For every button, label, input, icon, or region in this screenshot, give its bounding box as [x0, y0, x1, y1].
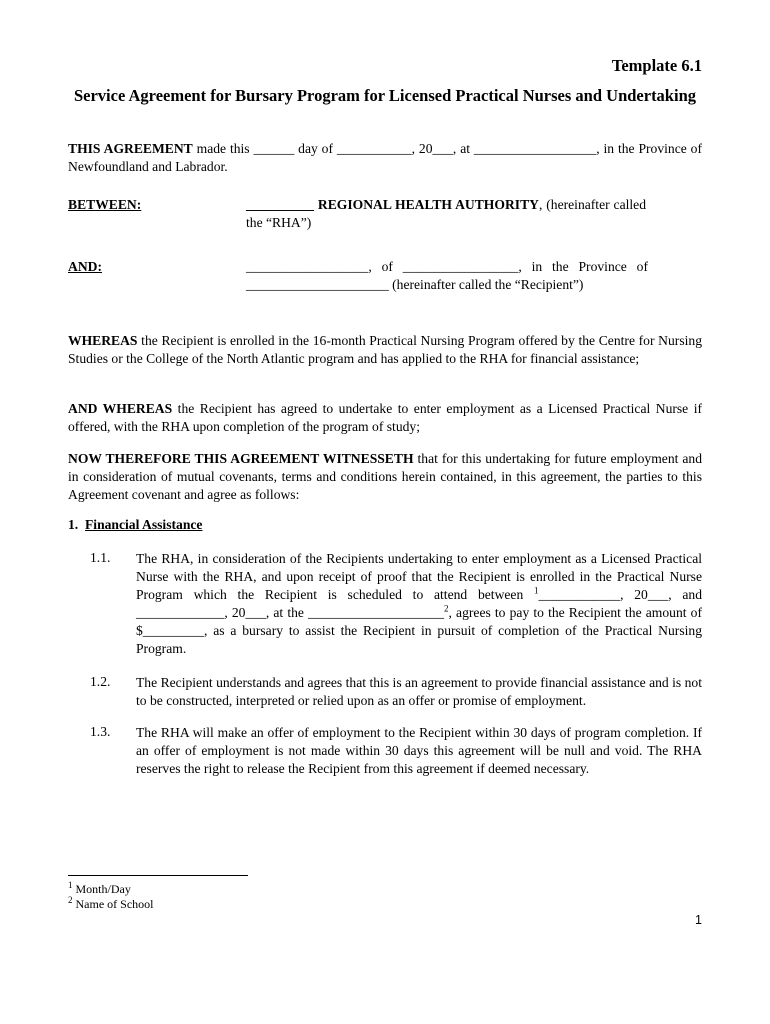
between-party [246, 196, 646, 232]
intro-text: made this ______ day of ___________, 20___, at __________________, in the Province of Newfoundland and Labrador. [68, 141, 702, 174]
clause-1-1-part-b: ____________, 20___, and _____________, 20___, at the ____________________ [136, 587, 702, 620]
witnesseth-paragraph [68, 450, 702, 504]
intro-lead: THIS AGREEMENT [68, 141, 193, 156]
section-1-title: Financial Assistance [85, 517, 203, 532]
whereas-paragraph-1 [68, 332, 702, 368]
section-1-number: 1. [68, 517, 79, 532]
witnesseth-text: that for this undertaking for future employment and in consideration of mutual covenants, terms and conditions herein contained, in this agreement, the parties to this Agreement covenant and agree as follows: [68, 451, 702, 502]
whereas-2-lead: AND WHEREAS [68, 401, 173, 416]
between-party-name: REGIONAL HEALTH AUTHORITY [317, 197, 539, 212]
clause-1-2-number: 1.2. [90, 674, 111, 689]
clause-1-1-text [136, 550, 702, 658]
footnote-2-mark: 2 [68, 895, 73, 905]
between-blank: __________ [246, 197, 318, 212]
footnote-ref-2: 2 [444, 603, 449, 614]
clause-1-1-part-c: , agrees to pay to the Recipient the amount of $_________, as a bursary to assist the Recipient in pursuit of completion of the Practical Nursing Program. [136, 605, 702, 656]
footnote-2-text: Name of School [72, 897, 154, 911]
whereas-1-lead: WHEREAS [68, 333, 138, 348]
clause-1-3-number: 1.3. [90, 724, 111, 739]
whereas-1-text: the Recipient is enrolled in the 16-month Practical Nursing Program offered by the Centre for Nursing Studies or the College of the North Atlantic program and has applied to the RHA for financial assistance; [68, 333, 702, 366]
intro-paragraph [68, 140, 702, 176]
page-number: 1 [695, 913, 702, 927]
clause-1-1-part-a: The RHA, in consideration of the Recipients undertaking to enter employment as a Licensed Practical Nurse with the RHA, and upon receipt of proof that the Recipient is enrolled in the Practical Nurse Program which the Recipient is scheduled to attend between [136, 551, 702, 602]
footnote-2 [68, 896, 153, 912]
whereas-2-text: the Recipient has agreed to undertake to enter employment as a Licensed Practical Nurse if offered, with the RHA upon completion of the program of study; [68, 401, 702, 434]
and-label: AND: [68, 259, 102, 274]
between-rest: , (hereinafter called the “RHA”) [246, 197, 646, 230]
and-party: __________________, of _________________, in the Province of _____________________ (hereinafter called the “Recipient”) [246, 259, 648, 292]
template-label: Template 6.1 [611, 56, 702, 75]
footnote-separator [68, 875, 248, 876]
footnote-1-text: Month/Day [72, 882, 131, 896]
footnote-1-mark: 1 [68, 880, 73, 890]
clause-1-2-text: The Recipient understands and agrees that this is an agreement to provide financial assistance and is not to be constructed, interpreted or relied upon as an offer or promise of employment. [136, 675, 702, 708]
clause-1-1-number: 1.1. [90, 550, 111, 565]
clause-1-3-text: The RHA will make an offer of employment to the Recipient within 30 days of program completion. If an offer of employment is not made within 30 days this agreement will be null and void. The RHA reserves the right to release the Recipient from this agreement if deemed necessary. [136, 725, 702, 776]
section-1-heading [68, 517, 202, 533]
footnote-ref-1: 1 [534, 585, 539, 596]
between-label: BETWEEN: [68, 197, 142, 212]
witnesseth-lead: NOW THEREFORE THIS AGREEMENT WITNESSETH [68, 451, 414, 466]
document-title: Service Agreement for Bursary Program for Licensed Practical Nurses and Undertaking [73, 86, 696, 105]
footnote-1 [68, 881, 131, 897]
whereas-paragraph-2 [68, 400, 702, 436]
